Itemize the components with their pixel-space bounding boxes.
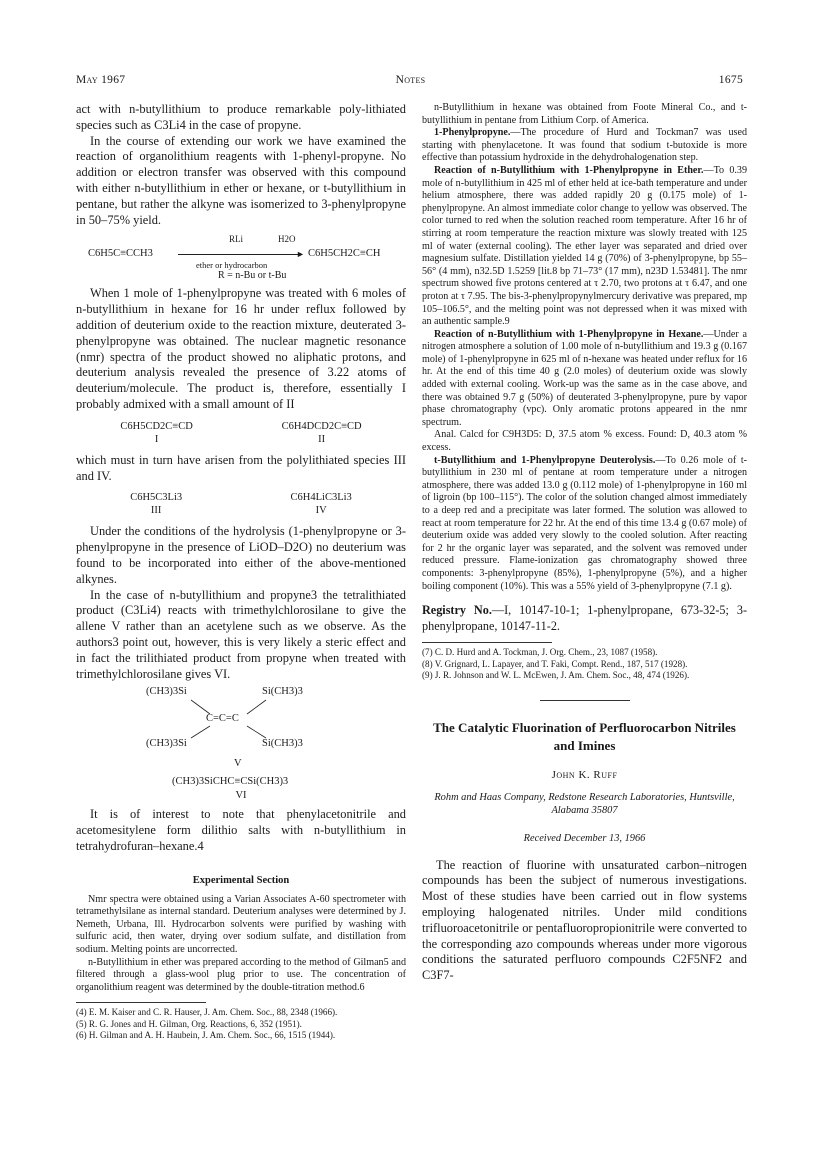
left-body [76, 807, 406, 854]
compound-label: III [150, 505, 162, 517]
left-body [76, 524, 406, 682]
compound-label: IV [315, 505, 327, 517]
footnote: (7) C. D. Hurd and A. Tockman, J. Org. Chem., 23, 1087 (1958). [422, 647, 658, 658]
article-title: The Catalytic Fluorination of Perfluorocarbon Nitriles and Imines [433, 719, 736, 753]
paragraph: n-Butyllithium in hexane was obtained from Foote Mineral Co., and t-butyllithium in pentane from Lithium Corp. of America. [422, 102, 747, 126]
footnote: (4) E. M. Kaiser and C. R. Hauser, J. Am. Chem. Soc., 88, 2348 (1966). [76, 1007, 338, 1018]
footnote: (9) J. R. Johnson and W. L. McEwen, J. Am. Chem. Soc., 48, 474 (1926). [422, 670, 690, 681]
running-header-section: Notes [395, 74, 426, 86]
equation-arrowhead: ► [296, 249, 305, 260]
left-body [76, 102, 406, 228]
left-body [76, 286, 406, 412]
compound-ii [282, 420, 362, 446]
reaction-equation [76, 232, 406, 284]
article-author: John K. Ruff [551, 768, 618, 781]
paragraph: which must in turn have arisen from the polylithiated species III and IV. [76, 452, 406, 483]
paragraph: When 1 mole of 1-phenylpropyne was treated with 6 moles of n-butyllithium in hexane for 16 hr under reflux followed by addition of deuterium oxide to the reaction mixture, deuterated 3-phenylpropyne was obtained. The nuclear magnetic resonance (nmr) spectra of the product showed no aliphatic protons, and deuterium analysis revealed the presence of 3.22 atoms of deuterium/molecule. The product is, therefore, essentially I probably admixed with a small amount of II [76, 286, 406, 411]
article-affiliation: Rohm and Haas Company, Redstone Research Laboratories, Huntsville, Alabama 35807 [434, 791, 735, 816]
compound-formula: C6H5CD2C≡CD [120, 420, 193, 432]
paragraph: The reaction of fluorine with unsaturated carbon–nitrogen compounds has been the subject of numerous investigations. Most of these studies have been carried out in flow systems employing halogenated nitriles. Under mild conditions trifluoroacetonitrile or pentafluoropropionitrile were converted to the corresponding azo compounds whereas under more vigorous conditions the saturated perfluoro compounds C2F5NF2 and C3F7- [422, 857, 747, 983]
left-column [76, 102, 406, 1042]
paragraph: Anal. Calcd for C9H3D5: D, 37.5 atom % excess. Found: D, 40.3 atom % excess. [422, 429, 747, 454]
equation-solvent: ether or hydrocarbon [196, 260, 268, 271]
paragraph: Nmr spectra were obtained using a Varian Associates A-60 spectrometer with tetramethylsilane as internal standard. Deuterium analyses were determined by J. Nemeth, Urbana, Ill. Hydrocarbon solvents were purified by washing with sulfuric acid, then water, drying over sodium sulfate, and distillation from sodium. Melting points are uncorrected. [76, 893, 406, 956]
paragraph: It is of interest to note that phenylacetonitrile and acetomesitylene form dilithio salts with n-butyllithium in tetrahydrofuran–hexane.4 [76, 807, 406, 853]
equation-reagent-2: H2O [278, 234, 296, 245]
compound-iii [130, 491, 182, 517]
substituent: Si(CH3)3 [262, 686, 303, 698]
structure-v [76, 682, 406, 794]
compound-formula: C6H4DCD2C≡CD [281, 420, 362, 432]
run-in-heading: t-Butyllithium and 1-Phenylpropyne Deuterolysis. [434, 454, 656, 466]
right-column [422, 102, 747, 984]
equation-reagent: RLi [229, 234, 244, 245]
compound-label: VI [235, 790, 247, 802]
compound-iv [291, 491, 352, 517]
registry-numbers [422, 603, 747, 634]
footnote: (5) R. G. Jones and H. Gilman, Org. Reactions, 6, 352 (1951). [76, 1018, 302, 1029]
paragraph: In the case of n-butyllithium and propyne3 the tetralithiated product (C3Li4) reacts with trimethylchlorosilane to give the allene V rather than an acetylene such as we observe. As the authors3 point out, however, this is very likely a steric effect and in fact the trilithiated product from propyne when treated with trimethylchlorosilane gives VI. [76, 587, 406, 681]
registry-heading: Registry No. [422, 603, 492, 618]
substituent: (CH3)3Si [146, 686, 187, 698]
article-separator [540, 700, 630, 701]
run-in-heading: 1-Phenylpropyne. [434, 127, 511, 139]
paragraph: In the course of extending our work we have examined the reaction of organolithium reagents with 1-phenyl-propyne. No addition or electron transfer was observed with this compound with either n-butyllithium in ether or hexane, or t-butyllithium in pentane, but rather the alkyne was isomerized to 3-phenylpropyne in 50–75% yield. [76, 133, 406, 227]
compound-formula: (CH3)3SiCHC≡CSi(CH3)3 [172, 776, 289, 788]
run-in-heading: Reaction of n-Butyllithium with 1-Phenylpropyne in Ether. [434, 164, 704, 176]
article-body [422, 858, 747, 984]
run-in-heading: Reaction of n-Butyllithium with 1-Phenylpropyne in Hexane. [434, 328, 704, 340]
experimental-text [422, 102, 747, 593]
paragraph: Under the conditions of the hydrolysis (1-phenylpropyne or 3-phenylpropyne in the presence of LiOD–D2O) no deuterium was found to be incorporated into either of the above-mentioned alkynes. [76, 524, 406, 586]
compound-formula: C6H4LiC3Li3 [290, 492, 352, 504]
equation-arrow [178, 254, 300, 255]
compound-i [120, 420, 192, 446]
footnote: (6) H. Gilman and A. H. Haubein, J. Am. Chem. Soc., 66, 1515 (1944). [76, 1030, 336, 1041]
footnotes [76, 1007, 406, 1042]
paragraph-text: —Under a nitrogen atmosphere a solution of 1.00 mole of n-butyllithium and 19.3 g (0.167 mole) of 1-phenylpropyne in 625 ml of n-hexane was heated under reflux for 16 hr. At the end of this time 40 g (2.0 moles) of deuterium oxide was slowly added with external cooling. Work-up was the same as in the case above, and there was obtained 9.7 g (50%) of deuterated 3-phenylpropyne, pure by vapor phase chromatography (vpc). Only aromatic protons appeared in the nmr spectrum. [422, 328, 747, 428]
paragraph [422, 329, 747, 430]
registry-text: —I, 10147-10-1; 1-phenylpropane, 673-32-5; 3-phenylpropane, 10147-11-2. [422, 603, 747, 633]
section-heading: Experimental Section [192, 874, 290, 886]
running-header-date: May 1967 [76, 74, 126, 86]
footnotes [422, 647, 747, 682]
paragraph-text: —To 0.26 mole of t-butyllithium in 230 ml of pentane at room temperature under a nitrogen atmosphere, there was added 13.0 g (0.112 mole) of 1-phenylpropyne in 160 ml of ligroin (bp 100–115°). The color of the solution changed almost immediately to a deep red and a precipitate was later formed. The solution was allowed to react at room temperature for 22 hr. At the end of this time 13.4 g (0.67 mole) of deuterium oxide was added very slowly to the cooled solution. After reacting for 2 hr the organic layer was separated, and the solvent was removed under reduced pressure. Flame-ionization gas chromatography showed three components: 3-phenylpropyne (85%), 1-phenylpropyne (5%), and a higher boiling component (10%). This was a 55% yield of 3-phenylpropyne (7.1 g). [422, 454, 747, 592]
paragraph [422, 127, 747, 165]
compound-formula: C6H5C3Li3 [130, 492, 183, 504]
left-body [76, 453, 406, 485]
compound-label: I [154, 433, 159, 445]
paragraph-text: —The procedure of Hurd and Tockman7 was used starting with phenylacetone. It was found that sodium t-butoxide is more effective than potassium hydroxide in the dehydrohalogenation step. [422, 127, 747, 164]
bond-lines [76, 682, 406, 752]
allene-core: C=C=C [206, 713, 239, 725]
equation-reactant: C6H5C≡CCH3 [88, 248, 153, 260]
paragraph: n-Butyllithium in ether was prepared according to the method of Gilman5 and filtered through a glass-wool plug prior to use. The concentration of organolithium reagent was determined by the double-titration method.6 [76, 956, 406, 993]
equation-product: C6H5CH2C≡CH [308, 248, 381, 260]
compound-row [76, 491, 406, 517]
footnote: (8) V. Grignard, L. Lapayer, and T. Faki, Compt. Rend., 187, 517 (1928). [422, 658, 688, 669]
compound-label: V [234, 758, 242, 770]
paragraph [422, 165, 747, 329]
compound-label: II [318, 433, 326, 445]
page-number: 1675 [718, 74, 743, 86]
substituent: Si(CH3)3 [262, 738, 303, 750]
paragraph: act with n-butyllithium to produce remarkable poly-lithiated species such as C3Li4 in the case of propyne. [76, 102, 406, 132]
paragraph [422, 455, 747, 594]
footnote-rule [422, 642, 552, 643]
substituent: (CH3)3Si [146, 738, 187, 750]
compound-row [76, 420, 406, 446]
experimental-text [76, 894, 406, 995]
paragraph-text: —To 0.39 mole of n-butyllithium in 425 ml of ether held at ice-bath temperature and under helium atmosphere, there was added rapidly 20 g (0.175 mole) of 1-phenylpropyne. An almost immediate color change to yellow was observed. The color turned to red when the solution reached room temperature. After 16 hr of stirring at room temperature the reaction mixture was slowly treated with 125 ml of water (external cooling). The ether layer was separated and dried over magnesium sulfate. Distillation yielded 14 g (70%) of 3-phenylpropyne, bp 55–56° (4 mm), n32.5D 1.5259 [lit.8 bp 71–73° (17 mm), n23D 1.53481]. The nmr spectrum showed five protons centered at τ 2.70, two protons at τ 6.47, and one proton at τ 7.95. The bis-3-phenylpropynylmercury derivative was prepared, mp 105–106.5°, and the melting point was not depressed when it was mixed with an authentic sample.9 [422, 164, 747, 328]
equation-r-definition: R = n-Bu or t-Bu [218, 270, 287, 282]
received-date: Received December 13, 1966 [523, 832, 646, 844]
footnote-rule [76, 1002, 206, 1003]
